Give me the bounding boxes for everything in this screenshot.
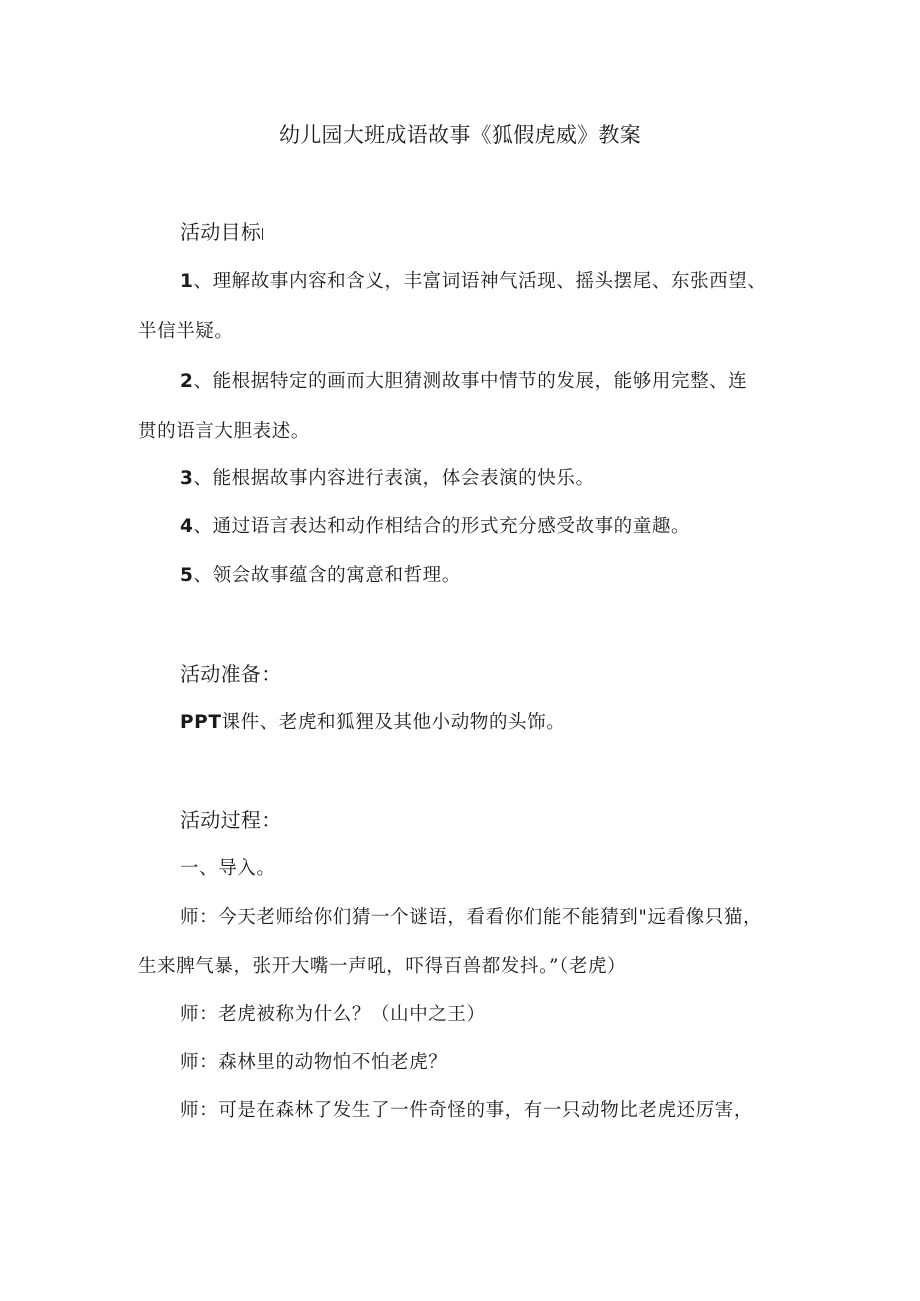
process-section-intro: 一、导入。 <box>180 858 276 879</box>
preparation-body: 课件、老虎和狐狸及其他小动物的头饰。 <box>221 712 566 733</box>
goals-heading-text: 活动目标 <box>180 220 262 244</box>
goal-text: 、领会故事蕴含的寓意和哲理。 <box>193 565 461 586</box>
goal-item-5 <box>180 563 461 589</box>
goal-item-3 <box>180 466 595 492</box>
goal-item-2 <box>180 369 747 395</box>
process-paragraph-4: 师：可是在森林了发生了一件奇怪的事，有一只动物比老虎还厉害， <box>180 1100 754 1121</box>
ppt-label: PPT <box>180 712 222 733</box>
process-paragraph-2: 师：老虎被称为什么？（山中之王） <box>180 1004 486 1025</box>
goals-heading <box>180 219 263 245</box>
goal-number: 5 <box>180 565 194 586</box>
goal-text: 、能根据故事内容进行表演，体会表演的快乐。 <box>193 468 595 489</box>
goal-text: 、理解故事内容和含义，丰富词语神气活现、摇头摆尾、东张西望、 <box>193 271 767 292</box>
goal-number: 2 <box>180 371 194 392</box>
goal-text: 、通过语言表达和动作相结合的形式充分感受故事的童趣。 <box>193 516 691 537</box>
text-cursor-mark <box>262 228 263 240</box>
process-heading: 活动过程： <box>180 808 282 832</box>
process-paragraph-1: 师：今天老师给你们猜一个谜语，看看你们能不能猜到"远看像只猫， <box>180 907 763 928</box>
goal-number: 1 <box>180 271 194 292</box>
goal-item-2-cont: 贯的语言大胆表述。 <box>138 421 310 442</box>
process-paragraph-3: 师：森林里的动物怕不怕老虎？ <box>180 1052 448 1073</box>
preparation-heading: 活动准备： <box>180 662 282 686</box>
process-paragraph-1-cont: 生来脾气暴，张开大嘴一声吼，吓得百兽都发抖。”（老虎） <box>138 956 627 977</box>
goal-number: 3 <box>180 468 194 489</box>
goal-number: 4 <box>180 516 194 537</box>
preparation-text <box>180 710 565 736</box>
goal-text: 、能根据特定的画而大胆猜测故事中情节的发展，能够用完整、连 <box>193 371 748 392</box>
goal-item-1-cont: 半信半疑。 <box>138 321 234 342</box>
goal-item-4 <box>180 514 690 540</box>
page-title: 幼儿园大班成语故事《狐假虎威》教案 <box>278 123 642 147</box>
goal-item-1 <box>180 269 767 295</box>
